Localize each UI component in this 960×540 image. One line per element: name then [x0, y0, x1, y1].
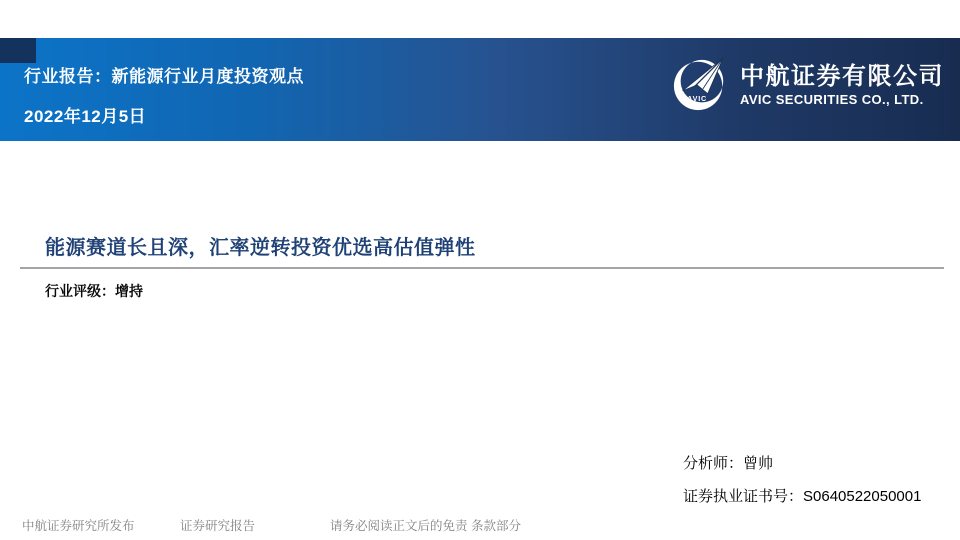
company-name-en: AVIC SECURITIES CO., LTD.: [740, 92, 924, 108]
footer-disclaimer: 请务必阅读正文后的免责 条款部分: [330, 519, 521, 533]
report-category-line: 行业报告：新能源行业月度投资观点: [24, 67, 304, 86]
corner-accent-block: [0, 38, 36, 63]
report-date: 2022年12月5日: [24, 107, 147, 126]
avic-logo-icon: [671, 56, 729, 114]
analyst-name-line: 分析师：曾帅: [683, 455, 774, 472]
title-divider-line: [20, 267, 944, 269]
report-title: 能源赛道长且深，汇率逆转投资优选高估值弹性: [45, 237, 476, 259]
footer-publisher: 中航证券研究所发布: [22, 519, 135, 533]
avic-logo-text: AVIC: [687, 93, 708, 103]
brand-block: [671, 56, 944, 114]
analyst-license-line: 证券执业证书号：S0640522050001: [683, 488, 922, 505]
company-names: [740, 63, 944, 108]
footer-doc-type: 证券研究报告: [180, 519, 256, 533]
industry-rating-line: 行业评级：增持: [45, 283, 143, 299]
header-band: [0, 38, 960, 141]
company-name-cn: 中航证券有限公司: [740, 62, 944, 90]
